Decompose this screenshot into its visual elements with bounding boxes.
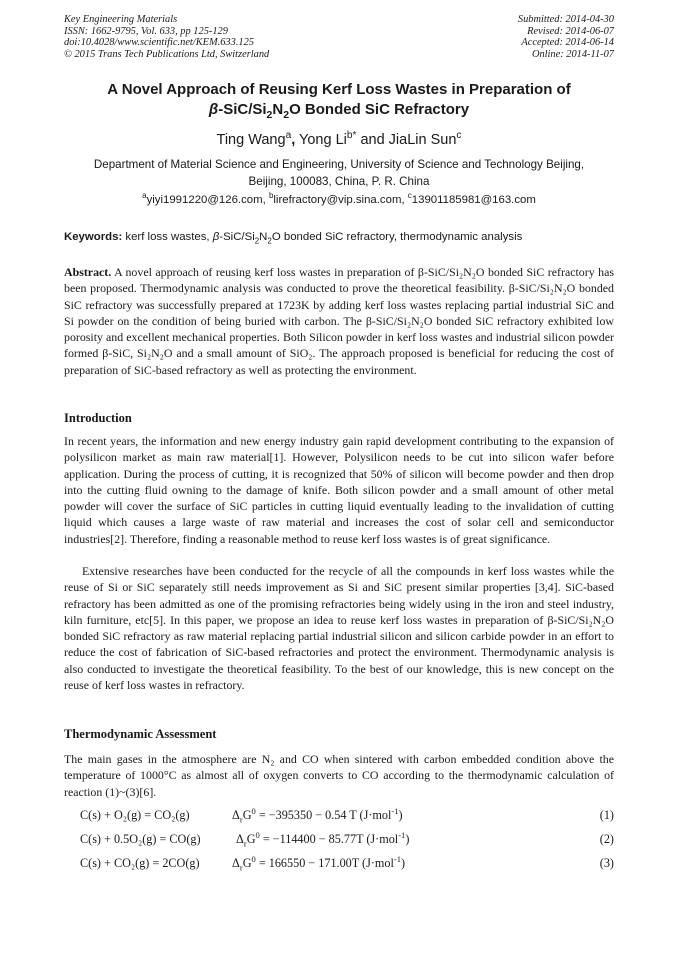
introduction-paragraph-2 bbox=[64, 563, 614, 693]
introduction-paragraph-1 bbox=[64, 433, 614, 547]
author-affil-mark: c bbox=[456, 130, 462, 142]
equation-1 bbox=[80, 806, 614, 824]
affiliation-line: Department of Material Science and Engineering, University of Science and Technology Beijing, bbox=[93, 158, 585, 171]
abstract bbox=[64, 264, 614, 378]
title-seg: N bbox=[272, 100, 284, 118]
equation-number: (1) bbox=[599, 808, 614, 822]
equation-3 bbox=[80, 854, 614, 872]
equation-2 bbox=[80, 830, 614, 848]
section-heading-introduction: Introduction bbox=[64, 411, 132, 425]
author-affil-mark: b* bbox=[346, 130, 357, 142]
title-seg: -SiC/Si bbox=[218, 100, 267, 118]
thermodynamic-paragraph-1 bbox=[64, 751, 614, 800]
title-sub: 2 bbox=[266, 108, 273, 121]
abstract-text: A novel approach of reusing kerf loss wastes in preparation of β-SiC/Si₂N₂O bonded SiC refractory has been proposed. Thermodynamic analysis was conducted to prove the theoretical feasibility. β-SiC/Si₂N₂O bonded SiC refractory was successfully prepared at 1723K by adding kerf loss wastes replacing partial industrial SiC and Si powder on the condition of being buried with carbon. The β-SiC/Si₂N₂O bonded SiC refractory exhibited low porosity and excellent mechanical properties. Both Silicon powder in kerf loss wastes and industrial silicon powder formed β-SiC, Si₂N₂O and a small amount of SiO₂. The approach proposed is beneficial for reducing the cost of preparation of SiC-based refractory as well as protecting the environment. bbox=[64, 265, 614, 377]
equation-number: (2) bbox=[599, 832, 614, 846]
title-seg: O Bonded SiC Refractory bbox=[289, 100, 470, 118]
equation-gibbs: $\Delta_rG^0 = -114400 - 85.77T$ (J·mol$^{-1}$) bbox=[236, 829, 410, 849]
journal-info bbox=[64, 14, 269, 60]
keywords-text: kerf loss wastes, bbox=[122, 231, 213, 243]
equation-number: (3) bbox=[599, 856, 614, 870]
paragraph-text: In recent years, the information and new energy industry gain rapid development contributing to the expansion of polysilicon market as main raw material[1]. However, Polysilicon needs to be cut into silicon wafer before application. During the process of cutting, it is recognized that 50% of silicon will become powder and then drop into the cutting fluid owning to the damage of knife. Both silicon powder and a small amount of other metal powder will cover the surface of SiC particles in cutting liquid eventually leading to the invalidation of cutting liquid which causes a large waste of raw material and increases the cost of solar cell and semiconductor industries[2]. Therefore, finding a reasonable method to reuse kerf loss wastes is of great significance. bbox=[64, 434, 614, 546]
email-link[interactable]: 13901185981@163.com bbox=[411, 194, 536, 206]
email-mark: a bbox=[142, 191, 147, 201]
title-sub: 2 bbox=[283, 108, 290, 121]
keywords-text: O bonded SiC refractory, thermodynamic analysis bbox=[271, 231, 523, 243]
email-mark: b bbox=[268, 191, 274, 201]
title-beta: β bbox=[208, 100, 219, 118]
keywords-label: Keywords: bbox=[64, 231, 123, 243]
affiliation bbox=[40, 156, 638, 190]
author-list bbox=[40, 131, 638, 149]
submitted-date: Submitted: 2014-04-30 bbox=[517, 14, 614, 25]
author-name: Yong Li bbox=[295, 132, 347, 148]
title-line-1: A Novel Approach of Reusing Kerf Loss Wastes in Preparation of bbox=[107, 81, 571, 98]
email-separator: , bbox=[262, 194, 269, 206]
equation-gibbs: $\Delta_rG^0 = -395350 - 0.54$ T (J·mol$^{-1}$) bbox=[232, 805, 403, 825]
accepted-date: Accepted: 2014-06-14 bbox=[521, 37, 614, 49]
online-date: Online: 2014-11-07 bbox=[531, 48, 614, 60]
submission-dates bbox=[518, 14, 614, 60]
keywords-sub: 2 bbox=[267, 236, 272, 246]
doi-line[interactable]: doi:10.4028/www.scientific.net/KEM.633.125 bbox=[64, 37, 254, 49]
equation-reaction: C(s) + O₂(g) = CO₂(g) bbox=[80, 808, 190, 822]
affiliation-line: Beijing, 100083, China, P. R. China bbox=[248, 175, 430, 188]
abstract-label: Abstract. bbox=[64, 265, 112, 279]
email-separator: , bbox=[401, 194, 408, 206]
author-emails bbox=[40, 193, 638, 208]
revised-date: Revised: 2014-06-07 bbox=[527, 25, 614, 37]
title-line-2 bbox=[40, 100, 638, 120]
keywords-sub: 2 bbox=[254, 236, 260, 246]
email-mark: c bbox=[407, 191, 412, 201]
author-affil-mark: a bbox=[285, 130, 292, 142]
email-link[interactable]: yiyi1991220@126.com bbox=[146, 194, 263, 206]
equation-reaction: C(s) + CO₂(g) = 2CO(g) bbox=[80, 856, 200, 870]
keywords-text: -SiC/Si bbox=[219, 231, 255, 243]
copyright-line: © 2015 Trans Tech Publications Ltd, Switzerland bbox=[64, 48, 270, 60]
paragraph-text: Extensive researches have been conducted for the recycle of all the compounds in kerf loss wastes while the reuse of Si or SiC separately still needs improvement as Si and SiC present similar properties [3,4]. SiC-based refractory has been admitted as one of the promising refractories being widely using in the iron and steel industry, kiln furniture, etc[5]. In this paper, we propose an idea to reuse kerf loss wastes in preparation of β-SiC/Si₂N₂O bonded SiC refractory as raw material replacing partial industrial silicon and silicon carbide powder in an effort to reduce the cost of fabrication of SiC-based refractories and protect the environment. Thermodynamic analysis is also conducted to investigate the theoretical feasibility. To the best of our knowledge, this is new concept on the reuse of kerf loss wastes in refractory. bbox=[64, 564, 614, 693]
section-heading-thermodynamic: Thermodynamic Assessment bbox=[64, 727, 217, 741]
keywords-beta: β bbox=[212, 231, 220, 243]
issn-line: ISSN: 1662-9795, Vol. 633, pp 125-129 bbox=[64, 25, 228, 37]
equation-gibbs: $\Delta_rG^0 = 166550 - 171.00T$ (J·mol$^{-1}$) bbox=[232, 853, 406, 873]
paper-title bbox=[40, 80, 638, 119]
paragraph-text: The main gases in the atmosphere are N₂ and CO when sintered with carbon embedded condition above the temperature of 1000°C as almost all of oxygen converts to CO according to the thermodynamic calculation of reaction (1)~(3)[6]. bbox=[64, 752, 614, 799]
author-separator: , bbox=[291, 132, 296, 148]
journal-name: Key Engineering Materials bbox=[64, 14, 178, 25]
author-name: Ting Wang bbox=[216, 132, 286, 148]
email-link[interactable]: lirefractory@vip.sina.com bbox=[273, 194, 402, 206]
keywords bbox=[64, 230, 624, 245]
author-name: and JiaLin Sun bbox=[356, 132, 457, 148]
keywords-text: N bbox=[259, 231, 268, 243]
equation-reaction: C(s) + 0.5O₂(g) = CO(g) bbox=[80, 832, 201, 846]
